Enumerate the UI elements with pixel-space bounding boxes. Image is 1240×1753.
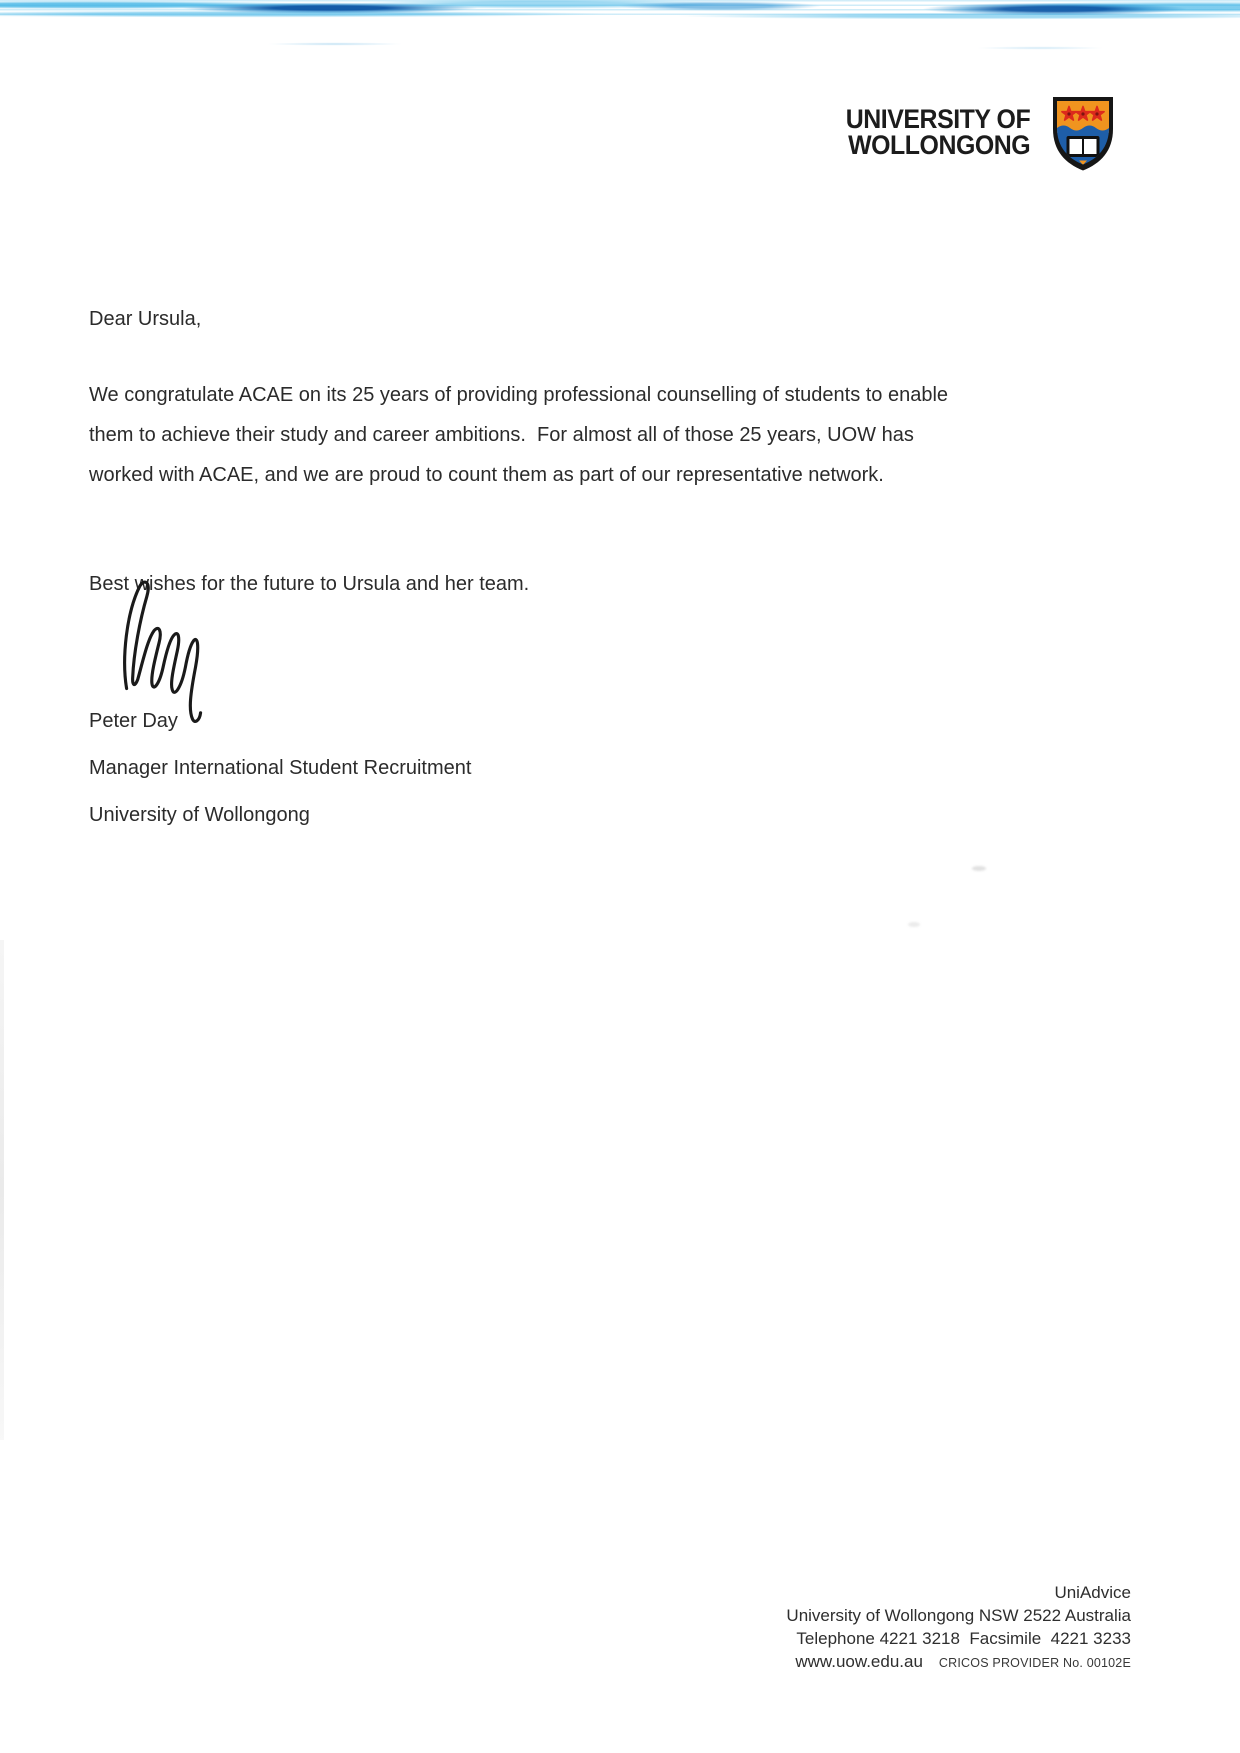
wordmark-line-2: WOLLONGONG: [847, 130, 1030, 160]
footer-website: www.uow.edu.au: [795, 1652, 923, 1671]
uow-wordmark: [846, 106, 1030, 158]
paragraph-line: them to achieve their study and career ambitions. For almost all of those 25 years, UOW has: [89, 424, 914, 446]
letter-footer: [786, 1581, 1131, 1675]
footer-cricos: CRICOS PROVIDER No. 00102E: [938, 1656, 1131, 1670]
letter-paragraph: [89, 381, 1119, 501]
footer-last-line: [786, 1650, 1131, 1675]
wordmark-line-1: UNIVERSITY OF: [845, 104, 1030, 134]
scan-wisp: [250, 42, 420, 46]
scan-speck: [908, 922, 920, 927]
peter-day-signature-scribble: [106, 572, 208, 724]
uow-shield-crest-icon: [1048, 93, 1118, 173]
scan-edge-artifact: [0, 940, 4, 1440]
footer-address: University of Wollongong NSW 2522 Australia: [786, 1606, 1131, 1625]
signer-title: Manager International Student Recruitment: [89, 757, 472, 779]
paragraph-line: worked with ACAE, and we are proud to count them as part of our representative network.: [89, 464, 884, 486]
scan-wisp: [960, 46, 1120, 50]
footer-phone-fax: Telephone 4221 3218 Facsimile 4221 3233: [796, 1629, 1131, 1648]
signer-organisation: University of Wollongong: [89, 804, 310, 826]
footer-unit: UniAdvice: [1054, 1583, 1131, 1602]
scan-artifact-top: [0, 0, 1240, 34]
salutation-text: Dear Ursula,: [89, 308, 202, 330]
scan-speck: [972, 866, 986, 871]
scan-streak-blobs: [0, 0, 1240, 22]
closing-text: Best wishes for the future to Ursula and her team.: [89, 573, 530, 595]
signer-name: Peter Day: [89, 710, 178, 732]
paragraph-line: We congratulate ACAE on its 25 years of providing professional counselling of students to enable: [89, 384, 949, 406]
